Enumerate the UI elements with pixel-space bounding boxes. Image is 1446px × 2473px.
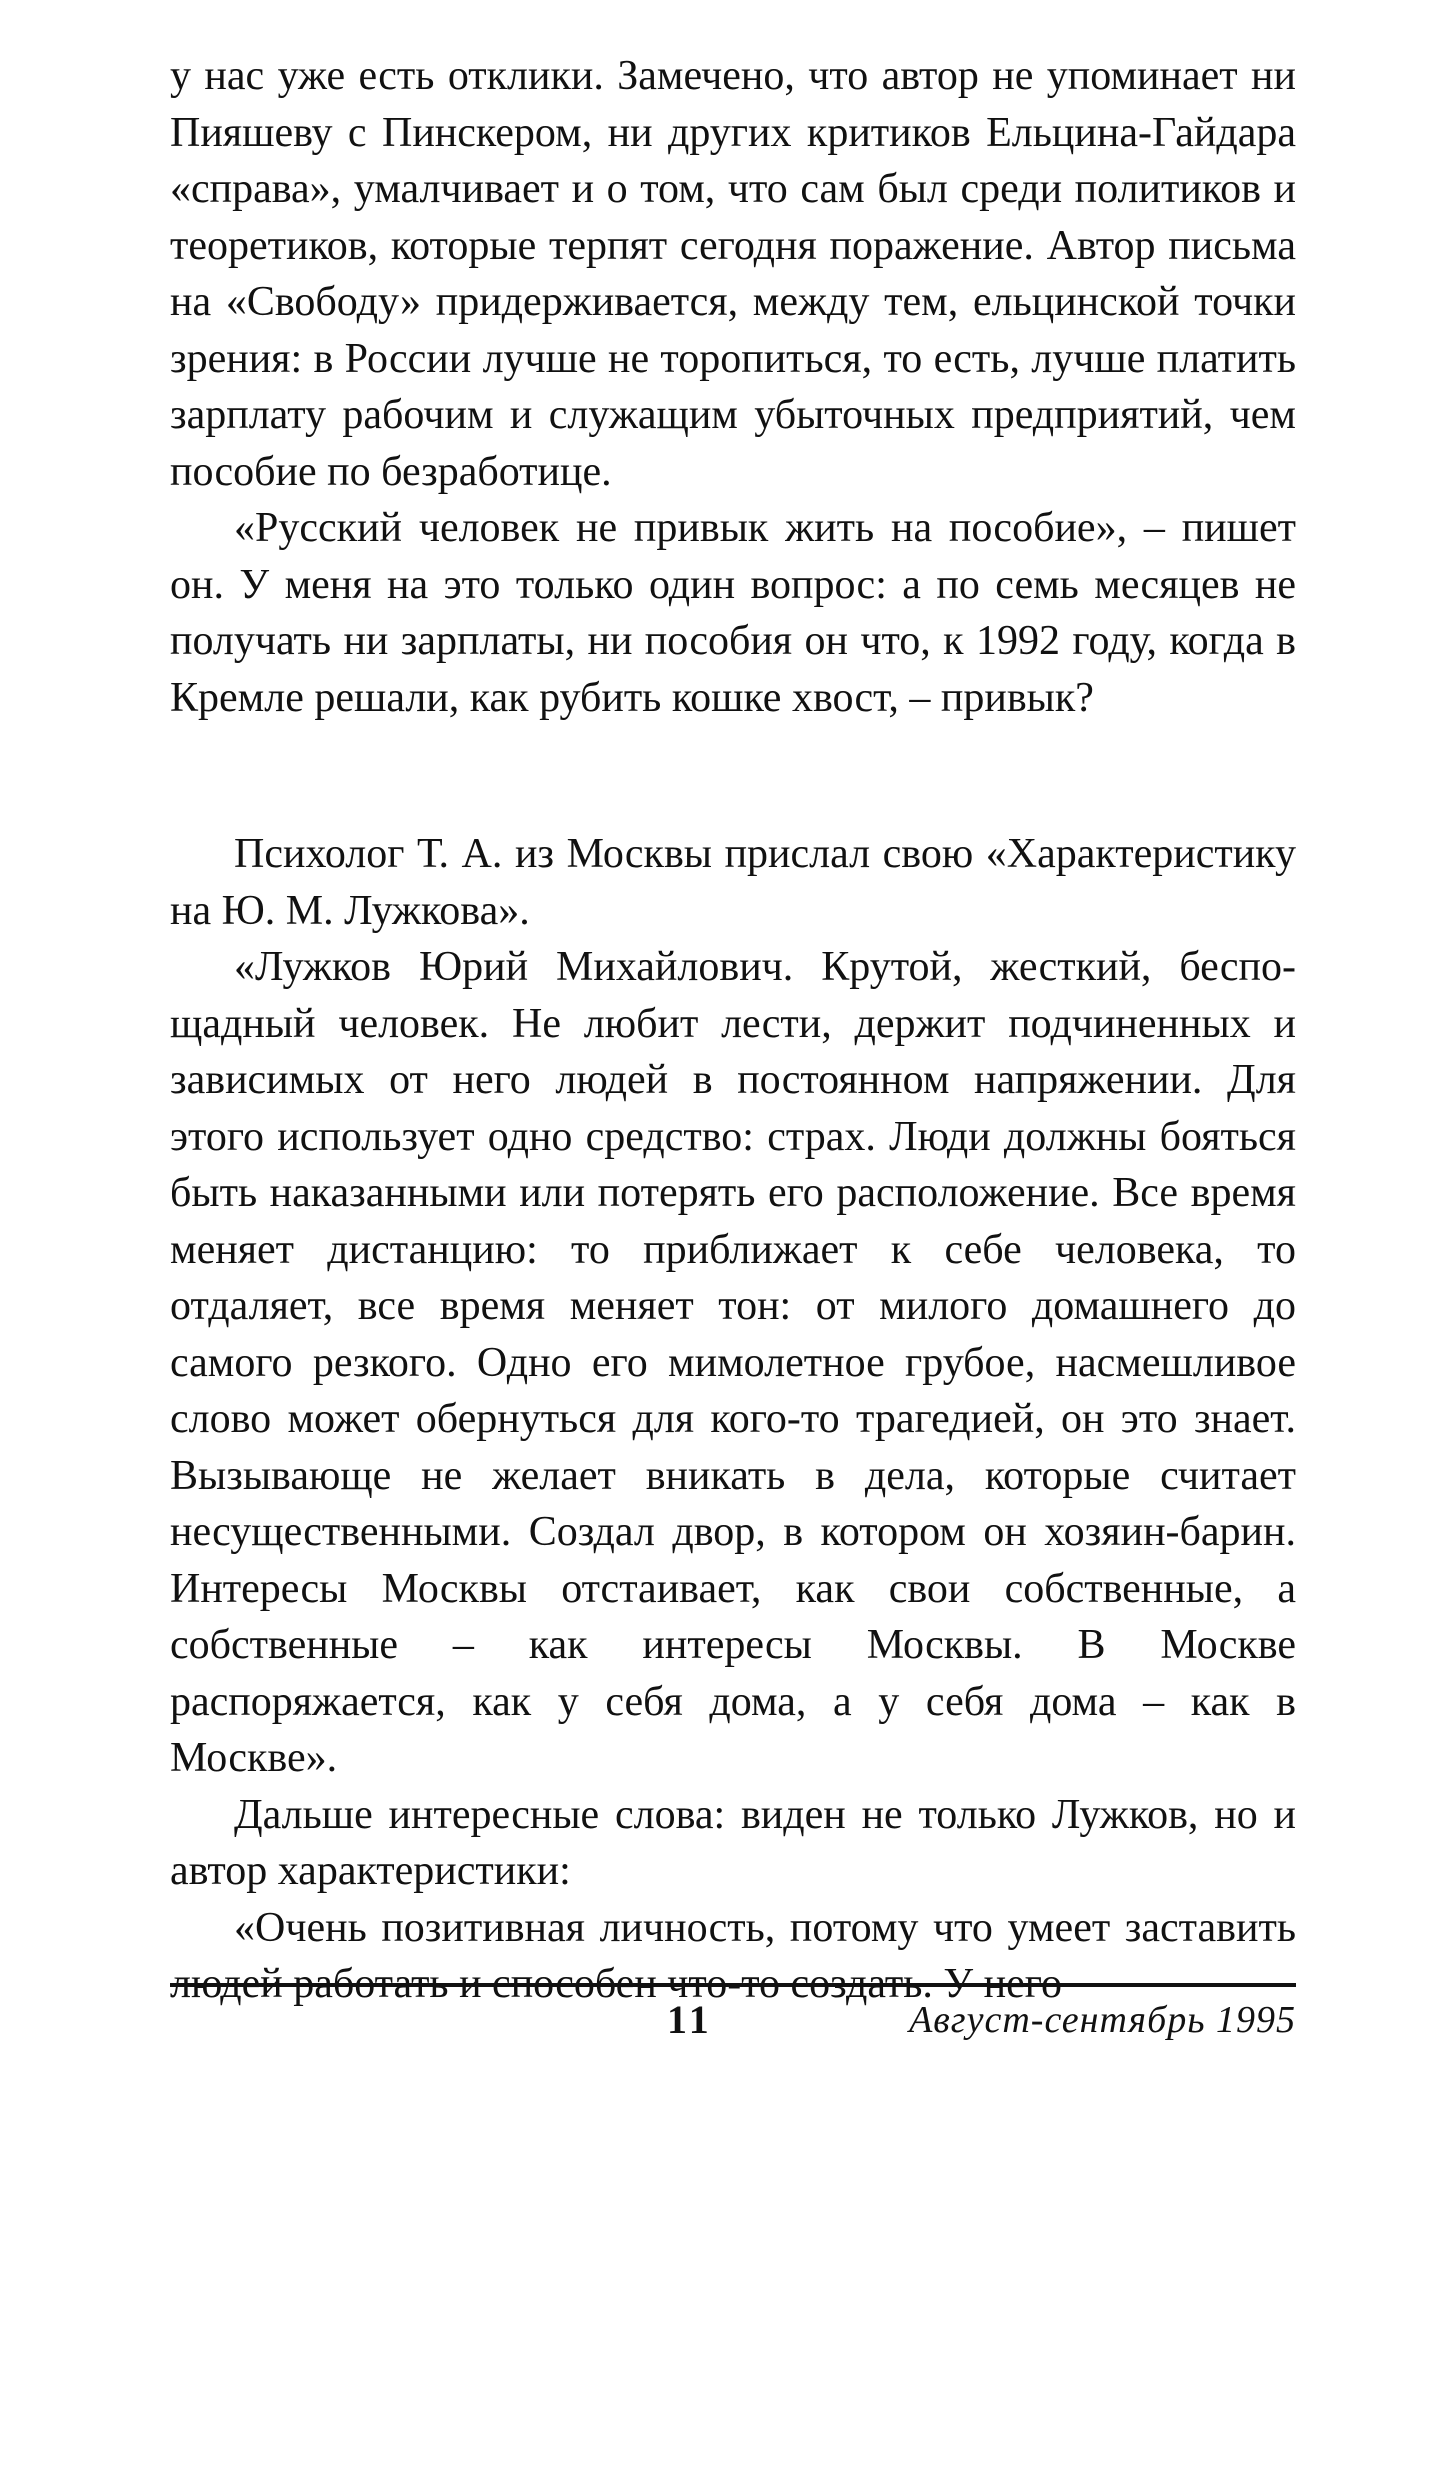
page-body — [170, 48, 1296, 2013]
paragraph-luzhkov-characteristic: «Лужков Юрий Михайлович. Крутой, жесткий, беспощадный человек. Не любит лести, держит подчиненных и зависимых от него людей в постоянном напряжении. Для этого использует одно средство: страх. Люди должны бояться быть наказанными или потерять его расположение. Все время меняет дистанцию: то приближает к себе человека, то отдаляет, все время меняет тон: от милого домашнего до самого резкого. Одно его мимолетное грубое, насмешливое слово может обернуться для кого-то трагедией, он это знает. Вызывающе не желает вникать в дела, которые считает несущественными. Создал двор, в котором он хозяин-барин. Интересы Москвы отстаивает, как свои собственные, а собственные – как интересы Москвы. В Москве распоряжается, как у себя дома, а у себя дома – как в Москве». — [170, 944, 1296, 1781]
issue-date: Август-сентябрь 1995 — [909, 1999, 1296, 2041]
paragraph-author-remark: Дальше интересные слова: виден не только Лужков, но и автор характеристики: — [170, 1791, 1296, 1894]
paragraph-positive-personality: «Очень позитивная личность, потому что умеет заставить людей работать и способен что-то создать. У него — [170, 1904, 1296, 2007]
section-gap — [170, 726, 1296, 826]
paragraph-psychologist-intro: Психолог Т. А. из Москвы прислал свою «Характеристику на Ю. М. Лужкова». — [170, 831, 1296, 934]
page-number: 11 — [667, 1997, 713, 2042]
paragraph-continuation: у нас уже есть отклики. Замечено, что автор не упоминает ни Пияшеву с Пинскером, ни других критиков Ельцина-Гайдара «справа», умалчивает и о том, что сам был среди политиков и теоретиков, которые терпят сегодня поражение. Автор письма на «Свободу» придерживается, между тем, ельцинской точки зрения: в России лучше не торопиться, то есть, лучше платить зарплату рабочим и служащим убыточных предприятий, чем пособие по безработице. — [170, 53, 1296, 495]
paragraph-quote-benefits: «Русский человек не привык жить на пособие», – пишет он. У меня на это только один вопрос: а по семь месяцев не получать ни зарплаты, ни пособия он что, к 1992 году, когда в Кремле решали, как рубить кошке хвост, – привык? — [170, 505, 1296, 721]
page-footer — [170, 1990, 1296, 2050]
footer-divider — [170, 1983, 1296, 1987]
